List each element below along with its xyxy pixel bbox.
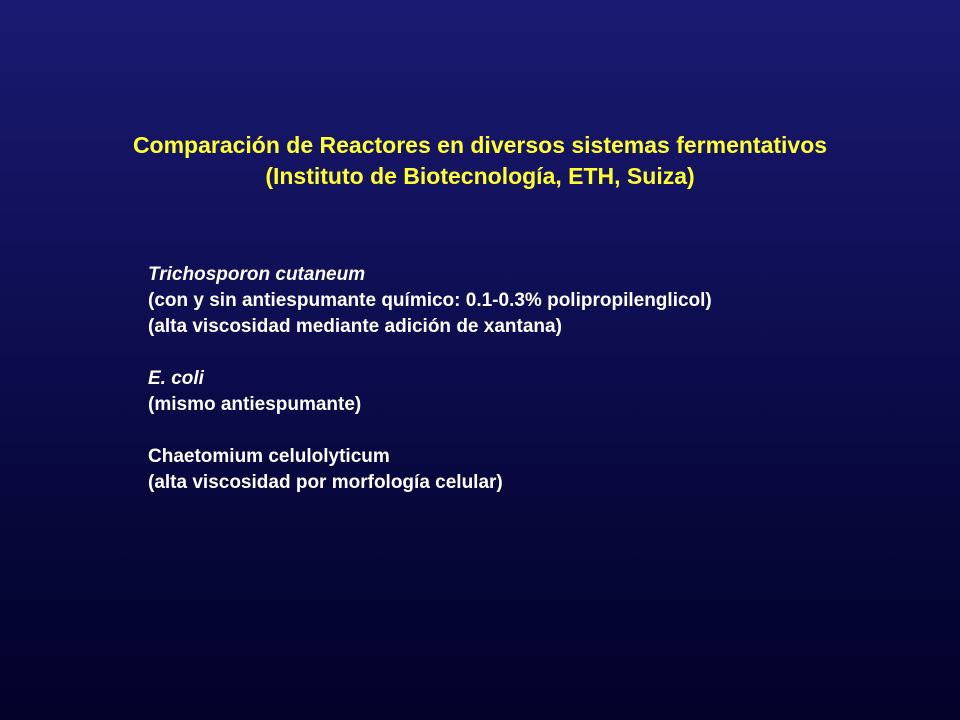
organism-name: Chaetomium celulolyticum (148, 446, 390, 467)
organism-group-chaetomium (148, 444, 938, 496)
organism-name: E. coli (148, 368, 204, 389)
slide-body (148, 262, 938, 522)
organism-group-trichosporon (148, 262, 938, 340)
organism-note: (alta viscosidad mediante adición de xantana) (148, 316, 562, 337)
organism-group-ecoli (148, 366, 938, 418)
title-line-2: (Instituto de Biotecnología, ETH, Suiza) (265, 163, 695, 189)
organism-note: (mismo antiespumante) (148, 394, 362, 415)
slide-title (0, 130, 960, 192)
organism-note: (con y sin antiespumante químico: 0.1-0.3% polipropilenglicol) (148, 290, 712, 311)
organism-note: (alta viscosidad por morfología celular) (148, 472, 503, 493)
organism-name: Trichosporon cutaneum (148, 264, 366, 285)
title-line-1: Comparación de Reactores en diversos sistemas fermentativos (132, 132, 828, 158)
